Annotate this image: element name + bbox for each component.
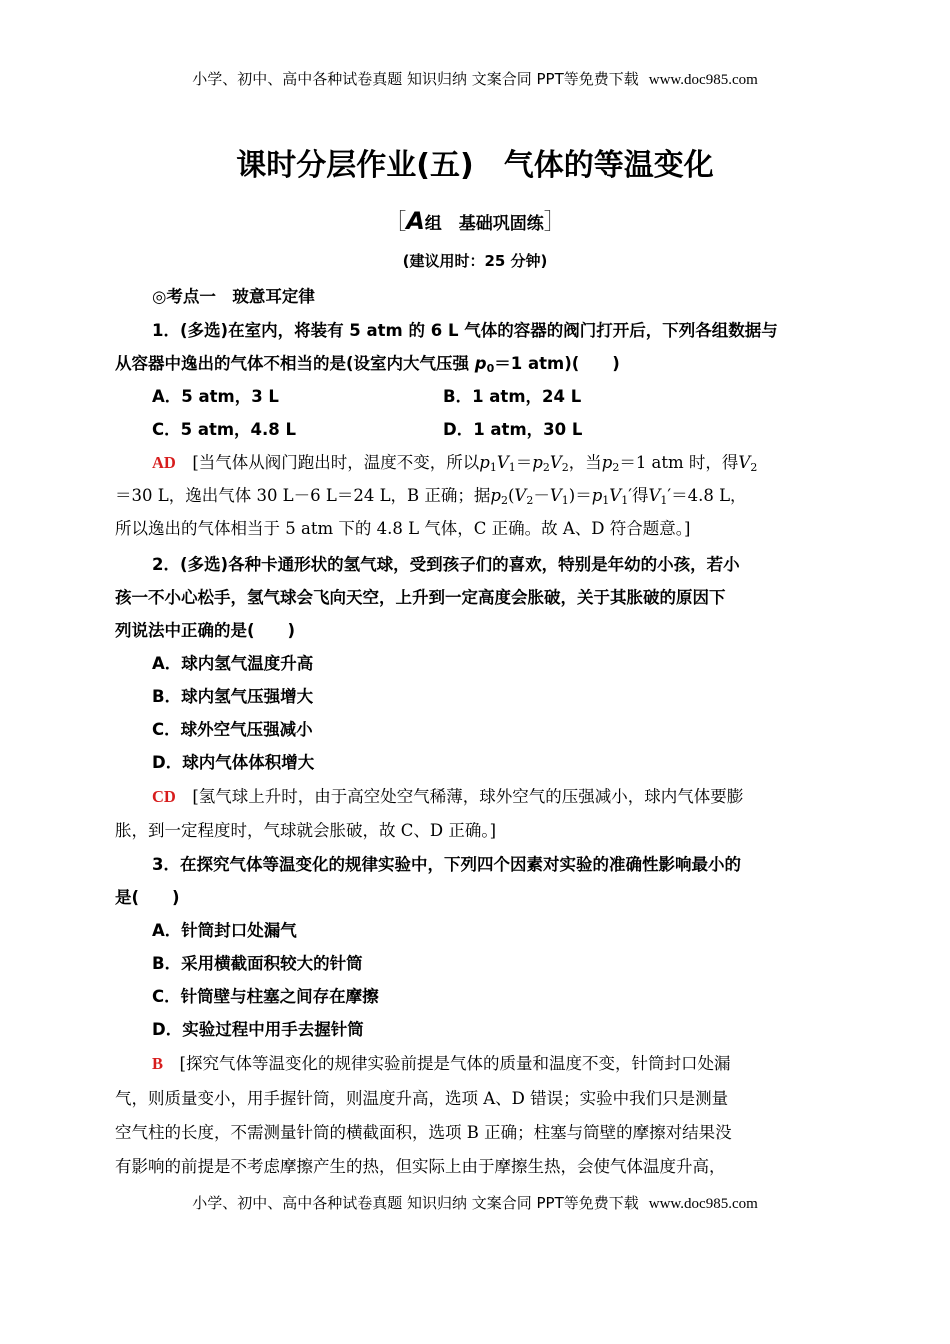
q1-line1: 1．(多选)在室内，将装有 5 atm 的 6 L 气体的容器的阀门打开后，下列各组数据与: [152, 321, 778, 340]
bracket-left: ［: [384, 210, 407, 235]
q2-explanation-line2: 胀，到一定程度时，气球就会胀破，故 C、D 正确。]: [115, 821, 497, 840]
header-url[interactable]: www.doc985.com: [648, 72, 758, 88]
q2-option-c: C．球外空气压强减小: [152, 720, 313, 739]
q2-option-d: D．球内气体体积增大: [152, 753, 315, 772]
group-text: 组 基础巩固练: [424, 214, 544, 234]
q2-line1: 2．(多选)各种卡通形状的氢气球，受到孩子们的喜欢，特别是年幼的小孩，若小: [152, 555, 740, 574]
q3-option-c: C．针筒壁与柱塞之间存在摩擦: [152, 987, 379, 1006]
q3-explanation-line4: 有影响的前提是不考虑摩擦产生的热，但实际上由于摩擦生热，会使气体温度升高，: [115, 1157, 726, 1176]
q3-option-b: B．采用横截面积较大的针筒: [152, 954, 363, 973]
bracket-right: ］: [543, 210, 566, 235]
q1-option-c: C．5 atm，4.8 L: [152, 420, 297, 439]
q1-explanation-line3: 所以逸出的气体相当于 5 atm 下的 4.8 L 气体，C 正确。故 A、D 符合题意。]: [115, 519, 691, 538]
q3-line1: 3．在探究气体等温变化的规律实验中，下列四个因素对实验的准确性影响最小的: [152, 855, 741, 874]
q2-explanation-line1: CD [氢气球上升时，由于高空处空气稀薄，球外空气的压强减小，球内气体要膨: [152, 787, 744, 806]
q3-explanation-line1: B [探究气体等温变化的规律实验前提是气体的质量和温度不变，针筒封口处漏: [152, 1054, 731, 1073]
q3-line2: 是( ): [115, 888, 180, 907]
q2-option-b: B．球内氢气压强增大: [152, 687, 314, 706]
q2-answer: CD: [152, 787, 176, 806]
q1-answer: AD: [152, 453, 176, 472]
q1-option-d: D．1 atm，30 L: [443, 420, 583, 439]
footer-text: 小学、初中、高中各种试卷真题 知识归纳 文案合同 PPT等免费下载: [192, 1194, 639, 1212]
q2-line3: 列说法中正确的是( ): [115, 621, 296, 640]
footer-url[interactable]: www.doc985.com: [648, 1196, 758, 1212]
header-text: 小学、初中、高中各种试卷真题 知识归纳 文案合同 PPT等免费下载: [192, 70, 639, 88]
q3-explanation-line2: 气，则质量变小，用手握针筒，则温度升高，选项 A、D 错误；实验中我们只是测量: [115, 1089, 729, 1108]
group-label: [0, 205, 950, 236]
q1-option-b: B．1 atm，24 L: [443, 387, 582, 406]
q1-explanation-line1: AD [当气体从阀门跑出时，温度不变，所以$p_1V_1=p_2V_2$，当$p_2=1$ atm 时，得$V_2$: [152, 453, 758, 474]
group-letter: A: [406, 207, 425, 235]
q3-explanation-line3: 空气柱的长度，不需测量针筒的横截面积，选项 B 正确；柱塞与筒壁的摩擦对结果没: [115, 1123, 732, 1142]
q1-line2: 从容器中逸出的气体不相当的是(设室内大气压强 $p_0=1$ atm)( ): [115, 354, 620, 375]
q1-option-a: A．5 atm，3 L: [152, 387, 279, 406]
q2-line2: 孩一不小心松手，氢气球会飞向天空，上升到一定高度会胀破，关于其胀破的原因下: [115, 588, 726, 607]
page-footer: [0, 1192, 950, 1213]
page-title: 课时分层作业(五) 气体的等温变化: [236, 148, 714, 183]
q3-option-d: D．实验过程中用手去握针筒: [152, 1020, 364, 1039]
q2-option-a: A．球内氢气温度升高: [152, 654, 314, 673]
q3-option-a: A．针筒封口处漏气: [152, 921, 297, 940]
q1-explanation-line2: ＝30 L，逸出气体 30 L－6 L＝24 L，B 正确；据$p_2(V_2-V_1)=p_1V_1'$得$V_1'=4.8$ L，: [115, 486, 747, 507]
section-heading: ◎考点一 玻意耳定律: [152, 287, 315, 306]
q3-answer: B: [152, 1054, 164, 1073]
page-header: [0, 68, 950, 89]
time-note: (建议用时：25 分钟): [402, 252, 548, 270]
